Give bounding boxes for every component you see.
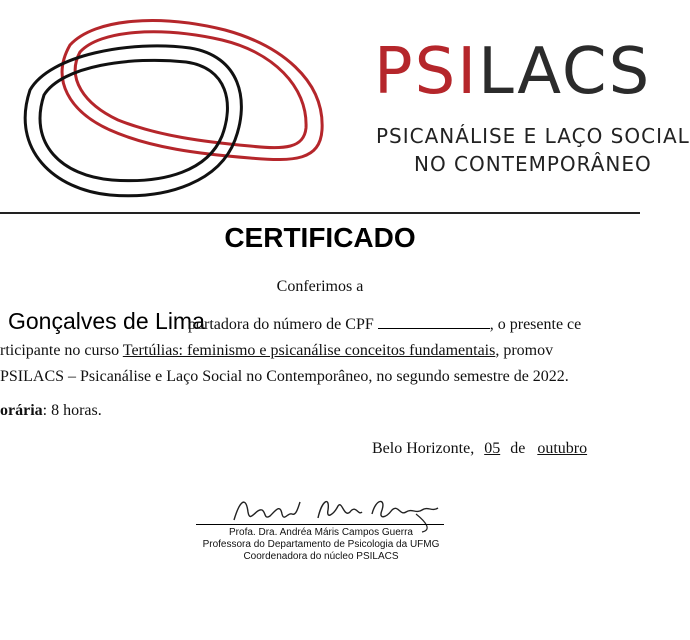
signature-line	[196, 524, 444, 525]
date-line	[372, 440, 595, 458]
course-line-end: , promov	[495, 342, 554, 359]
organizer-line: PSILACS – Psicanálise e Laço Social no Contemporâneo, no segundo semestre de 2022.	[0, 368, 569, 385]
hours-line	[0, 402, 102, 420]
date-place: Belo Horizonte,	[372, 440, 475, 457]
header-divider	[0, 212, 640, 214]
course-intro: rticipante no curso	[0, 342, 120, 359]
brand-part-red: PSI	[374, 35, 479, 109]
brand-part-dark: LACS	[478, 35, 652, 109]
cpf-line	[188, 316, 581, 334]
brand-tagline-2: NO CONTEMPORÂNEO	[414, 152, 652, 176]
course-name: Tertúlias: feminismo e psicanálise conceitos fundamentais	[122, 342, 496, 359]
date-day: 05	[484, 440, 501, 457]
brand-wordmark	[374, 35, 652, 109]
hours-label: orária	[0, 402, 43, 419]
signatory-role-2: Coordenadora do núcleo PSILACS	[243, 551, 399, 562]
brand-tagline-1: PSICANÁLISE E LAÇO SOCIAL	[376, 124, 690, 148]
hours-value: : 8 horas.	[42, 402, 102, 419]
confirm-text: Conferimos a	[276, 278, 364, 295]
signatory-role-1: Professora do Departamento de Psicologia da UFMG	[202, 539, 440, 550]
cpf-blank	[378, 316, 490, 329]
signatory-name: Profa. Dra. Andréa Máris Campos Guerra	[229, 527, 413, 538]
cpf-line-end: , o presente ce	[489, 316, 582, 333]
date-month: outubro	[537, 440, 588, 457]
course-line	[0, 342, 553, 360]
date-of: de	[510, 440, 526, 457]
red-ring	[62, 21, 322, 160]
cpf-label: portadora do número de CPF	[188, 316, 374, 333]
psilacs-logo-rings	[0, 0, 340, 212]
certificate-title: CERTIFICADO	[224, 222, 416, 253]
recipient-name: Gonçalves de Lima	[8, 308, 205, 334]
black-ring	[25, 46, 241, 196]
